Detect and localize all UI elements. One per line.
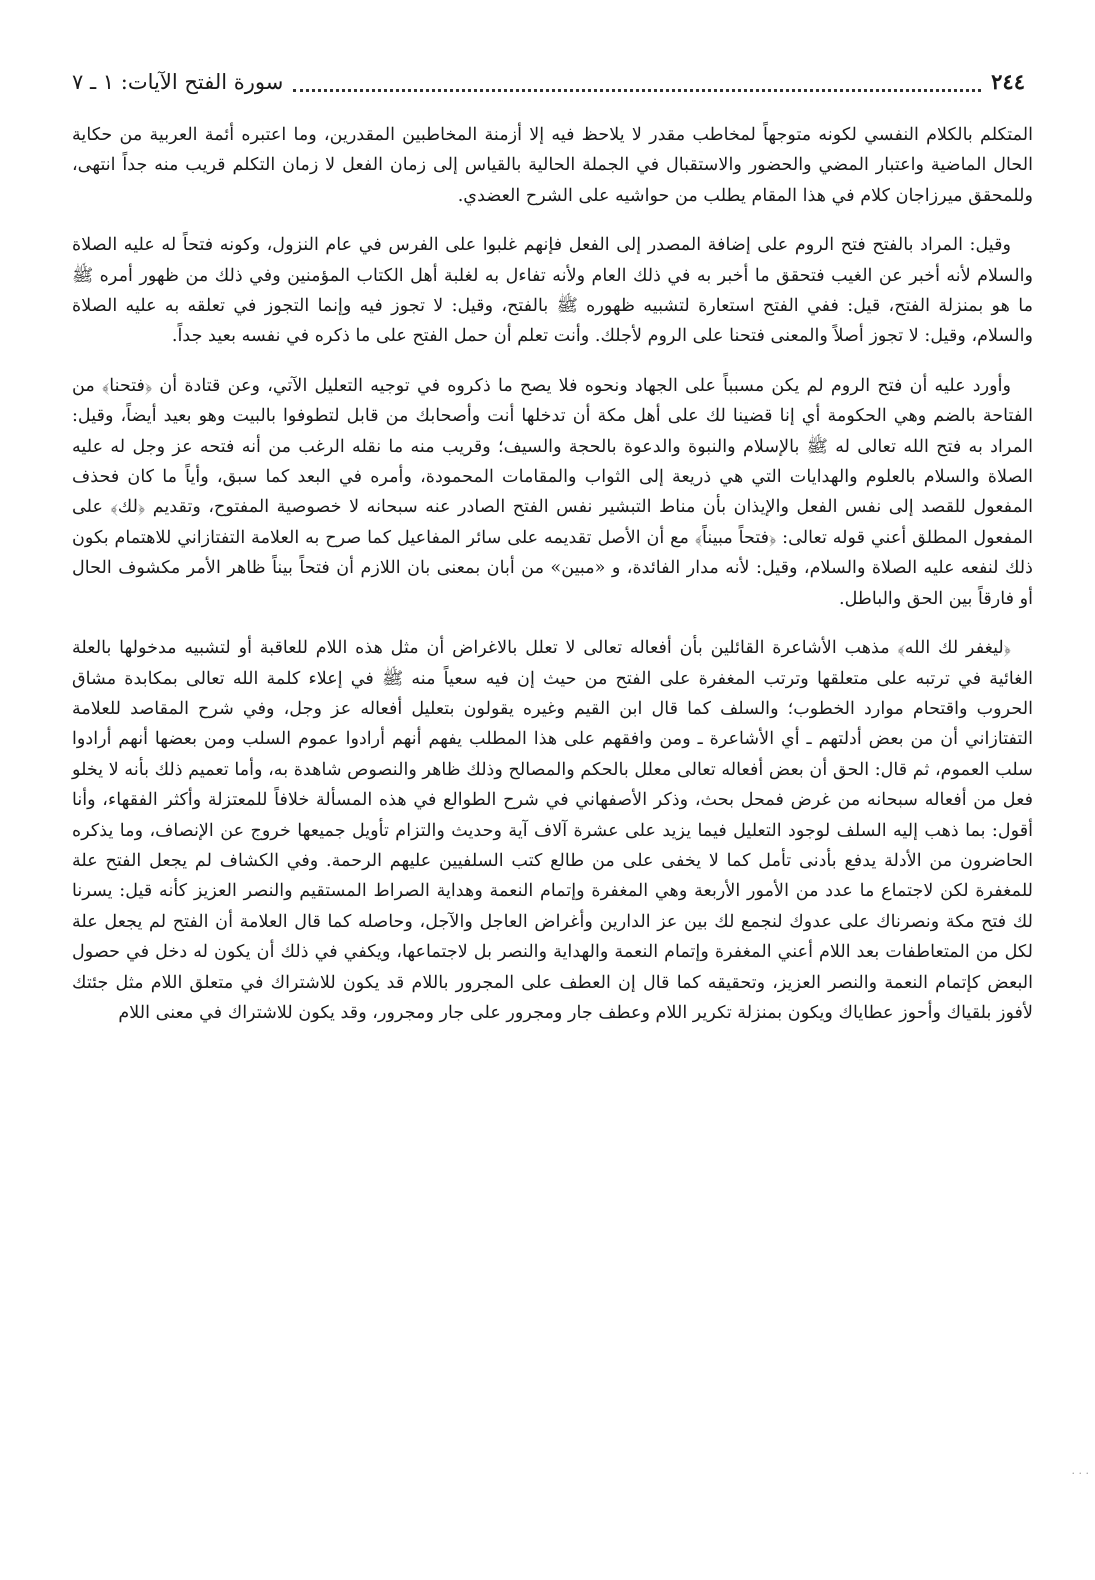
- page-number: ٢٤٤: [991, 69, 1025, 94]
- page-header: [72, 66, 1025, 98]
- paragraph: المتكلم بالكلام النفسي لكونه متوجهاً لمخاطب مقدر لا يلاحظ فيه إلا أزمنة المخاطبين المقدرين، وما اعتبره أئمة العربية من حكاية الحال الماضية واعتبار المضي والحضور والاستقبال في الجملة الحالية بالقياس إلى زمان الفعل لا زمان التكلم قريب منه جداً انتهى، وللمحقق ميرزاجان كلام في هذا المقام يطلب من حواشيه على الشرح العضدي.: [72, 125, 1033, 206]
- page-body: [72, 120, 1033, 1047]
- margin-mark: · · ·: [1071, 1467, 1089, 1480]
- paragraph: وأورد عليه أن فتح الروم لم يكن مسبباً على الجهاد ونحوه فلا يصح ما ذكروه في توجيه التعليل الآتي، وعن قتادة أن ﴿فتحنا﴾ من الفتاحة بالضم وهي الحكومة أي إنا قضينا لك على أهل مكة أن تدخلها أنت وأصحابك من قابل لتطوفوا بالبيت وهو بعيد أيضاً، وقيل: المراد به فتح الله تعالى له ﷺ بالإسلام والنبوة والدعوة بالحجة والسيف؛ وقريب منه ما نقله الرغب من أنه فتحه عز وجل له عليه الصلاة والسلام بالعلوم والهدايات التي هي ذريعة إلى الثواب والمقامات المحمودة، وأمره في البعد كما سبق، وأياً ما كان فحذف المفعول للقصد إلى نفس الفعل والإيذان بأن مناط التبشير نفس الفتح الصادر عنه سبحانه لا خصوصية المفتوح، وتقديم ﴿لك﴾ على المفعول المطلق أعني قوله تعالى: ﴿فتحاً مبيناً﴾ مع أن الأصل تقديمه على سائر المفاعيل كما صرح به العلامة التفتازاني للاهتمام بكون ذلك لنفعه عليه الصلاة والسلام، وقيل: لأنه مدار الفائدة، و «مبين» من أبان بمعنى بان اللازم أن فتحاً بيناً ظاهر الأمر مكشوف الحال أو فارقاً بين الحق والباطل.: [72, 375, 1033, 609]
- paragraph: ﴿ليغفر لك الله﴾ مذهب الأشاعرة القائلين بأن أفعاله تعالى لا تعلل بالاغراض أن مثل هذه اللام للعاقبة أو لتشبيه مدخولها بالعلة الغائية في ترتبه على متعلقها وترتب المغفرة على الفتح من حيث إن فيه سعياً منه ﷺ في إعلاء كلمة الله تعالى بمكابدة مشاق الحروب واقتحام موارد الخطوب؛ والسلف كما قال ابن القيم وغيره يقولون بتعليل أفعاله عز وجل، وفي شرح المقاصد للعلامة التفتازاني أن من بعض أدلتهم ـ أي الأشاعرة ـ ومن وافقهم على هذا المطلب يفهم أنهم أرادوا عموم السلب ومن بعضها أنهم أرادوا سلب العموم، ثم قال: الحق أن بعض أفعاله تعالى معلل بالحكم والمصالح وذلك ظاهر والنصوص شاهدة به، وأما تعميم ذلك بأنه لا يخلو فعل من أفعاله سبحانه من غرض فمحل بحث، وذكر الأصفهاني في شرح الطوالع في هذه المسألة خلافاً للمعتزلة وأكثر الفقهاء، وأنا أقول: بما ذهب إليه السلف لوجود التعليل فيما يزيد على عشرة آلاف آية وحديث والتزام تأويل جميعها خروج عن الإنصاف، وما يذكره الحاضرون من الأدلة يدفع بأدنى تأمل كما لا يخفى على من طالع كتب السلفيين عليهم الرحمة. وفي الكشاف لم يجعل الفتح علة للمغفرة لكن لاجتماع ما عدد من الأمور الأربعة وهي المغفرة وإتمام النعمة وهداية الصراط المستقيم والنصر العزيز كأنه قيل: يسرنا لك فتح مكة ونصرناك على عدوك لنجمع لك بين عز الدارين وأغراض العاجل والآجل، وحاصله كما قال العلامة أن الفتح لم يجعل علة لكل من المتعاطفات بعد اللام أعني المغفرة وإتمام النعمة والهداية والنصر بل لاجتماعها، ويكفي في ذلك أن يكون له دخل في حصول البعض كإتمام النعمة والنصر العزيز، وتحقيقه كما قال إن العطف على المجرور باللام قد يكون للاشتراك في متعلق اللام مثل جئتك لأفوز بلقياك وأحوز عطاياك ويكون بمنزلة تكرير اللام وعطف جار ومجرور على جار ومجرور، وقد يكون للاشتراك في معنى اللام: [72, 638, 1034, 1023]
- running-title: سورة الفتح الآيات: ١ ـ ٧: [72, 70, 284, 94]
- paragraph: وقيل: المراد بالفتح فتح الروم على إضافة المصدر إلى الفعل فإنهم غلبوا على الفرس في عام النزول، وكونه فتحاً له عليه الصلاة والسلام لأنه أخبر عن الغيب فتحقق ما أخبر به في ذلك العام ولأنه تفاءل به لغلبة أهل الكتاب المؤمنين وفي ذلك من ظهور أمره ﷺ ما هو بمنزلة الفتح، قيل: ففي الفتح استعارة لتشبيه ظهوره ﷺ بالفتح، وقيل: لا تجوز فيه وإنما التجوز في تعلقه به عليه الصلاة والسلام، وقيل: لا تجوز أصلاً والمعنى فتحنا على الروم لأجلك. وأنت تعلم أن حمل الفتح على ما ذكره في نفسه بعيد جداً.: [72, 235, 1033, 347]
- dotted-leader: [293, 88, 981, 92]
